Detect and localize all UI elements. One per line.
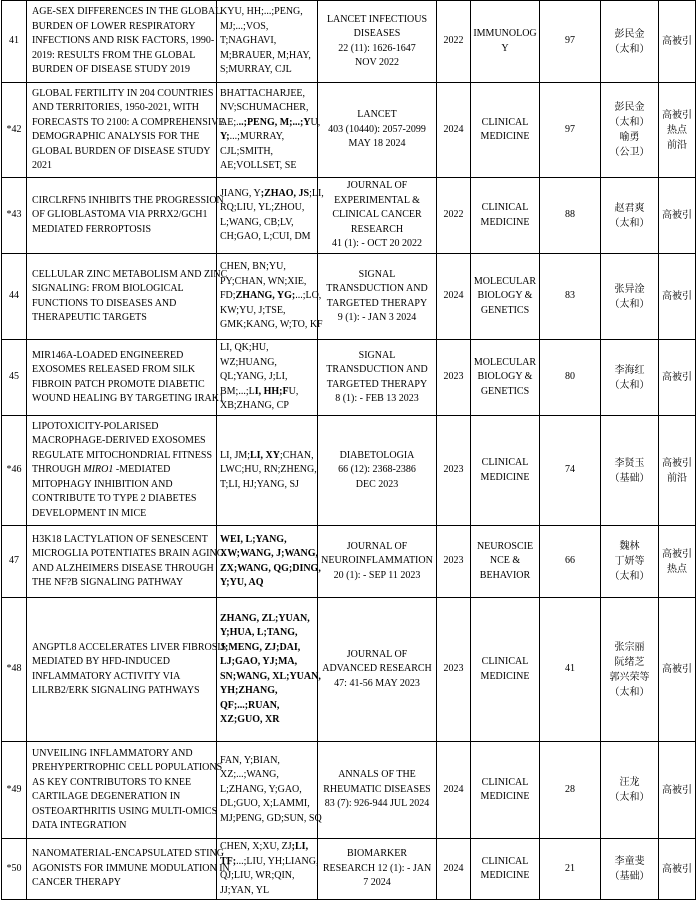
paper-authors-line: Y;YU, AQ [220, 577, 264, 588]
author-affiliation-line: 李海红 [614, 364, 645, 376]
table-row [2, 254, 696, 340]
journal-info-line: 66 (12): 2368-2386 [338, 464, 416, 476]
journal-info [318, 83, 437, 178]
subject-category-line: BIOLOGY & [477, 290, 533, 302]
table-row [2, 526, 696, 598]
journal-info-line: 83 (7): 926-944 JUL 2024 [324, 798, 430, 810]
author-affiliation-line: （公卫） [609, 147, 650, 158]
paper-authors-line: Y;HUA, L;TANG, [220, 627, 298, 638]
journal-info-line: ANNALS OF THE [338, 769, 416, 781]
subject-category [471, 416, 540, 526]
author-affiliation-line: （太和） [609, 571, 650, 582]
paper-title [27, 178, 224, 254]
paper-authors-line: T;NAGHAVI, [220, 35, 277, 47]
author-affiliation [601, 839, 659, 900]
paper-tags [659, 839, 696, 900]
paper-authors-line: JJ;YAN, YL [220, 884, 270, 896]
paper-authors-line: MJ;...;VOS, [220, 20, 269, 32]
subject-category-line: CLINICAL [481, 776, 529, 788]
paper-authors-line: QL;YANG, J;LI, [220, 371, 288, 383]
journal-info-line: DISEASES [353, 28, 401, 39]
journal-info-line: TRANSDUCTION AND [326, 283, 428, 294]
journal-info-line: NEUROINFLAMMATION [321, 555, 433, 567]
author-affiliation-line: （太和） [609, 379, 650, 391]
paper-authors-line: LJ;GAO, YJ;MA, [220, 656, 298, 667]
paper-authors-line: PY;CHAN, WN;XIE, [220, 275, 307, 287]
publication-year: 2024 [437, 83, 471, 178]
paper-authors-line: J;MENG, ZJ;DAI, [220, 641, 301, 653]
publication-table [1, 0, 696, 900]
subject-category-line: BIOLOGY & [477, 371, 533, 383]
subject-category-line: NEUROSCIE [476, 540, 534, 552]
citation-count: 88 [540, 178, 601, 254]
paper-authors [217, 598, 321, 742]
citation-count: 21 [540, 839, 601, 900]
paper-authors-line: ZHANG, ZL;YUAN, [220, 612, 310, 624]
author-affiliation [601, 598, 659, 742]
row-number: 44 [2, 254, 27, 340]
paper-title-line: THROUGH MIRO1 -MEDIATED [32, 464, 171, 476]
paper-authors-line: JIANG, Y;ZHAO, JS;LI, [220, 187, 324, 199]
paper-authors-line: CJL;SMITH, [220, 145, 274, 157]
paper-tags [659, 526, 696, 598]
paper-tags-line: 高被引 [662, 210, 692, 221]
row-number: *42 [2, 83, 27, 178]
author-affiliation-line: 李童斐 [614, 856, 645, 867]
paper-tags [659, 416, 696, 526]
table-row [2, 416, 696, 526]
paper-authors-line: Y;...;MURRAY, [220, 131, 285, 142]
subject-category-line: MEDICINE [480, 471, 530, 483]
row-number: *50 [2, 839, 27, 900]
paper-tags-line: 高被引 [662, 784, 692, 796]
paper-authors [217, 416, 318, 526]
citation-count: 74 [540, 416, 601, 526]
paper-authors-line: LI, QK;HU, [220, 342, 269, 354]
paper-title [27, 340, 224, 416]
journal-info-line: EXPERIMENTAL & [334, 194, 420, 206]
paper-title-line: GLOBAL BURDEN OF DISEASE STUDY [32, 145, 211, 157]
paper-title-line: CONTRIBUTE TO TYPE 2 DIABETES [32, 493, 197, 505]
paper-authors-line: M;BRAUER, M;HAY, [220, 49, 311, 61]
paper-title-line: REGULATE MITOCHONDRIAL FITNESS [32, 449, 212, 461]
paper-tags-line: 前沿 [667, 472, 687, 484]
row-number: *49 [2, 742, 27, 839]
publication-year: 2024 [437, 839, 471, 900]
paper-tags [659, 742, 696, 839]
subject-category-line: MEDICINE [480, 670, 530, 682]
journal-info-line: JOURNAL OF [346, 180, 408, 192]
author-affiliation-line: 李贤玉 [614, 457, 645, 469]
paper-title-line: AND TERRITORIES, 1950-2021, WITH [32, 102, 199, 113]
subject-category-line: NCE & [489, 555, 521, 567]
journal-info-line: NOV 2022 [355, 57, 399, 68]
paper-title [27, 526, 224, 598]
paper-tags-line: 高被引 [662, 457, 692, 469]
paper-authors [217, 254, 323, 340]
paper-title [27, 254, 228, 340]
paper-tags [659, 598, 696, 742]
paper-title-line: FIBROIN PATCH PROMOTE DIABETIC [32, 378, 205, 390]
journal-info-line: MAY 18 2024 [348, 138, 406, 150]
paper-title-line: UNVEILING INFLAMMATORY AND [32, 747, 193, 759]
paper-title-line: AGE-SEX DIFFERENCES IN THE GLOBAL [32, 6, 222, 18]
citation-count: 41 [540, 598, 601, 742]
paper-title-line: MEDIATED BY HFD-INDUCED [32, 656, 170, 667]
author-affiliation-line: 张异淦 [614, 283, 645, 295]
journal-info-line: RESEARCH 12 (1): - JAN [322, 862, 432, 874]
paper-title-line: OSTEOARTHRITIS USING MULTI-OMICS [32, 805, 218, 817]
paper-authors-line: L;WANG, CB;LV, [220, 216, 294, 228]
paper-title-line: BURDEN OF DISEASE STUDY 2019 [32, 64, 190, 76]
paper-title-line: THERAPEUTIC TARGETS [32, 312, 147, 323]
journal-info [318, 416, 437, 526]
author-affiliation-line: （太和） [609, 117, 650, 128]
citation-count: 83 [540, 254, 601, 340]
paper-title-line: PREHYPERTROPHIC CELL POPULATIONS [32, 762, 223, 773]
paper-authors-line: CH;GAO, L;CUI, DM [220, 231, 311, 242]
subject-category-line: GENETICS [480, 385, 530, 397]
journal-info-line: DEC 2023 [355, 478, 399, 490]
author-affiliation [601, 1, 659, 83]
journal-info [318, 526, 437, 598]
paper-tags [659, 178, 696, 254]
subject-category-line: CLINICAL [481, 202, 529, 213]
journal-info-line: 7 2024 [363, 877, 391, 889]
table-row [2, 598, 696, 742]
paper-tags-line: 高被引 [662, 664, 692, 675]
paper-title-line: CIRCLRFN5 INHIBITS THE PROGRESSION [32, 194, 224, 206]
journal-info-line: SIGNAL [358, 349, 396, 361]
paper-title [27, 598, 227, 742]
paper-authors-line: SN;WANG, XL;YUAN, [220, 670, 321, 682]
paper-title-line: OF GLIOBLASTOMA VIA PRRX2/GCH1 [32, 209, 208, 221]
journal-info-line: 9 (1): - JAN 3 2024 [337, 312, 417, 323]
publication-year: 2022 [437, 1, 471, 83]
subject-category [471, 178, 540, 254]
author-affiliation-line: 张宗丽 [614, 641, 645, 653]
publication-year: 2024 [437, 742, 471, 839]
paper-tags-line: 高被引 [662, 548, 692, 560]
journal-info-line: LANCET INFECTIOUS [326, 13, 428, 25]
paper-authors-line: BHATTACHARJEE, [220, 87, 306, 99]
paper-tags-line: 热点 [667, 563, 687, 575]
paper-title-line: GLOBAL FERTILITY IN 204 COUNTRIES [32, 87, 214, 99]
subject-category-line: BEHAVIOR [479, 569, 531, 581]
paper-authors [217, 1, 318, 83]
row-number: 41 [2, 1, 27, 83]
paper-authors-line: YH;ZHANG, [220, 685, 278, 696]
journal-info-line: ADVANCED RESEARCH [322, 663, 432, 675]
subject-category-line: Y [501, 42, 509, 54]
paper-tags [659, 340, 696, 416]
table-row [2, 1, 696, 83]
subject-category-line: MEDICINE [480, 791, 530, 802]
author-affiliation [601, 178, 659, 254]
paper-authors [217, 83, 321, 178]
paper-tags-line: 热点 [667, 124, 687, 136]
subject-category [471, 598, 540, 742]
journal-info-line: RHEUMATIC DISEASES [323, 783, 431, 795]
paper-title-line: AGONISTS FOR IMMUNE MODULATION IN [32, 862, 230, 874]
subject-category-line: IMMUNOLOG [473, 28, 537, 39]
paper-title-line: ANGPTL8 ACCELERATES LIVER FIBROSIS [32, 641, 227, 653]
author-affiliation-line: （太和） [609, 686, 650, 698]
author-affiliation [601, 254, 659, 340]
publication-year: 2023 [437, 526, 471, 598]
publication-table-body [2, 1, 696, 900]
author-affiliation-line: 彭民金 [614, 28, 645, 40]
paper-authors-line: KYU, HH;...;PENG, [220, 6, 303, 18]
paper-tags [659, 254, 696, 340]
paper-title-line: CELLULAR ZINC METABOLISM AND ZINC [32, 268, 228, 280]
paper-authors-line: WZ;HUANG, [220, 356, 277, 368]
paper-title-line: MACROPHAGE-DERIVED EXOSOMES [32, 435, 206, 447]
journal-info-line: SIGNAL [358, 268, 396, 280]
table-row [2, 839, 696, 900]
paper-authors-line: T;LI, HJ;YANG, SJ [220, 478, 299, 490]
paper-tags-line: 高被引 [662, 109, 692, 121]
journal-info [318, 839, 437, 900]
paper-authors-line: DL;GUO, X;LAMMI, [220, 798, 310, 810]
journal-info-line: BIOMARKER [346, 848, 407, 860]
paper-tags-line: 高被引 [662, 36, 692, 47]
paper-authors-line: XZ;GUO, XR [220, 714, 280, 725]
journal-info [318, 742, 437, 839]
row-number: *43 [2, 178, 27, 254]
paper-tags-line: 高被引 [662, 291, 692, 302]
publication-year: 2024 [437, 254, 471, 340]
author-affiliation-line: 阮绪芝 [614, 656, 645, 668]
subject-category-line: MOLECULAR [473, 275, 537, 287]
paper-title-line: SIGNALING: FROM BIOLOGICAL [32, 283, 184, 294]
journal-info-line: TARGETED THERAPY [326, 378, 428, 390]
author-affiliation-line: 魏林 [619, 541, 640, 552]
citation-count: 97 [540, 83, 601, 178]
subject-category [471, 340, 540, 416]
citation-count: 66 [540, 526, 601, 598]
author-affiliation-line: 汪龙 [619, 777, 640, 788]
paper-title-line: H3K18 LACTYLATION OF SENESCENT [32, 533, 208, 545]
paper-authors-line: GMK;KANG, W;TO, KF [220, 319, 323, 331]
paper-title-line: BURDEN OF LOWER RESPIRATORY [32, 20, 196, 32]
paper-title-line: CARTILAGE DEGENERATION IN [32, 791, 181, 802]
paper-authors [217, 742, 322, 839]
paper-title-line: AS KEY CONTRIBUTORS TO KNEE [32, 776, 192, 788]
journal-info-line: 20 (1): - SEP 11 2023 [333, 569, 421, 581]
paper-title-line: MIR146A-LOADED ENGINEERED [32, 349, 184, 361]
publication-year: 2022 [437, 178, 471, 254]
paper-title [27, 839, 230, 900]
paper-title-line: CANCER THERAPY [32, 877, 121, 889]
journal-info-line: LANCET [357, 109, 397, 121]
paper-authors-line: XB;ZHANG, CP [220, 400, 289, 412]
paper-title-line: MEDIATED FERROPTOSIS [32, 223, 151, 235]
journal-info-line: 8 (1): - FEB 13 2023 [335, 393, 419, 404]
subject-category-line: CLINICAL [481, 457, 529, 468]
journal-info [318, 254, 437, 340]
subject-category-line: GENETICS [480, 304, 530, 316]
journal-info-line: TRANSDUCTION AND [326, 364, 428, 375]
paper-title-line: 2019: RESULTS FROM THE GLOBAL [32, 49, 196, 61]
subject-category-line: MEDICINE [480, 216, 530, 228]
paper-authors-line: L;ZHANG, Y;GAO, [220, 783, 302, 795]
subject-category [471, 742, 540, 839]
paper-authors-line: TF;...;LIU, YH;LIANG, [220, 855, 319, 867]
subject-category-line: MOLECULAR [473, 356, 537, 368]
author-affiliation-line: （太和） [609, 298, 650, 310]
author-affiliation-line: （太和） [609, 43, 650, 55]
journal-info-line: CLINICAL CANCER [332, 209, 422, 221]
publication-year: 2023 [437, 598, 471, 742]
paper-authors-line: QF;...;RUAN, [220, 699, 280, 711]
paper-authors-line: RQ;LIU, YL;ZHOU, [220, 202, 305, 213]
journal-info-line: TARGETED THERAPY [326, 297, 428, 309]
subject-category-line: CLINICAL [481, 855, 529, 867]
author-affiliation [601, 83, 659, 178]
subject-category [471, 839, 540, 900]
paper-title-line: LILRB2/ERK SIGNALING PATHWAYS [32, 685, 200, 696]
paper-authors-line: QJ;LIU, WR;QIN, [220, 870, 295, 881]
journal-info-line: 22 (11): 1626-1647 [338, 42, 416, 54]
author-affiliation-line: （太和） [609, 792, 650, 803]
author-affiliation-line: （基础） [609, 871, 650, 882]
paper-authors-line: S;MURRAY, CJL [220, 64, 292, 76]
paper-authors-line: LWC;HU, RN;ZHENG, [220, 464, 317, 476]
paper-tags [659, 83, 696, 178]
subject-category [471, 526, 540, 598]
journal-info-line: 47: 41-56 MAY 2023 [334, 677, 420, 689]
subject-category-line: CLINICAL [481, 656, 529, 667]
subject-category-line: MEDICINE [480, 131, 530, 142]
paper-authors [217, 526, 321, 598]
citation-count: 97 [540, 1, 601, 83]
paper-authors-line: AE;...;PENG, M;...;YU, [220, 116, 321, 128]
author-affiliation [601, 340, 659, 416]
publication-year: 2023 [437, 416, 471, 526]
table-row [2, 742, 696, 839]
paper-authors-line: FD;ZHANG, YG;...;LO, [220, 290, 322, 302]
row-number: *46 [2, 416, 27, 526]
paper-title-line: EXOSOMES RELEASED FROM SILK [32, 364, 196, 375]
paper-title [27, 1, 222, 83]
paper-tags-line: 高被引 [662, 372, 692, 383]
paper-title-line: MITOPHAGY INHIBITION AND [32, 478, 173, 490]
paper-title-line: NANOMATERIAL-ENCAPSULATED STING [32, 848, 224, 860]
paper-authors-line: FAN, Y;BIAN, [220, 754, 280, 766]
paper-authors-line: MJ;PENG, GD;SUN, SQ [220, 812, 322, 824]
paper-authors-line: LI, JM;LI, XY;CHAN, [220, 449, 314, 461]
paper-title-line: INFECTIONS AND RISK FACTORS, 1990- [32, 35, 215, 47]
paper-authors [217, 839, 318, 900]
paper-tags-line: 前沿 [667, 139, 687, 151]
journal-info-line: RESEARCH [350, 223, 404, 235]
journal-info [318, 178, 437, 254]
paper-title-line: MICROGLIA POTENTIATES BRAIN AGING [32, 548, 224, 559]
paper-authors-line: KW;YU, J;TSE, [220, 304, 286, 316]
paper-authors-line: CHEN, X;XU, ZJ;LI, [220, 841, 309, 852]
citation-count: 28 [540, 742, 601, 839]
paper-title-line: WOUND HEALING BY TARGETING IRAK1 [32, 393, 224, 404]
paper-authors-line: XZ;...;WANG, [220, 769, 279, 781]
paper-title-line: AND ALZHEIMERS DISEASE THROUGH [32, 562, 214, 574]
subject-category [471, 83, 540, 178]
paper-title-line: DEMOGRAPHIC ANALYSIS FOR THE [32, 131, 200, 142]
paper-title-line: DEVELOPMENT IN MICE [32, 507, 147, 519]
author-affiliation-line: 郭兴荣等 [609, 671, 650, 683]
journal-info-line: JOURNAL OF [346, 648, 408, 660]
paper-title-line: FUNCTIONS TO DISEASES AND [32, 297, 177, 309]
author-affiliation-line: 喻勇 [619, 132, 640, 143]
journal-info-line: 403 (10440): 2057-2099 [328, 123, 426, 135]
paper-authors-line: WEI, L;YANG, [220, 533, 287, 545]
table-row [2, 178, 696, 254]
journal-info [318, 340, 437, 416]
paper-title [27, 742, 223, 839]
subject-category [471, 1, 540, 83]
subject-category [471, 254, 540, 340]
paper-tags [659, 1, 696, 83]
paper-authors [217, 340, 318, 416]
author-affiliation-line: 赵君爽 [614, 202, 645, 214]
author-affiliation-line: （太和） [609, 217, 650, 229]
paper-tags-line: 高被引 [662, 863, 692, 875]
paper-title [27, 416, 217, 526]
author-affiliation-line: 彭民金 [614, 102, 645, 113]
paper-authors-line: XW;WANG, J;WANG, [220, 548, 319, 559]
paper-authors-line: AE;VOLLSET, SE [220, 160, 297, 171]
journal-info [318, 1, 437, 83]
paper-authors-line: NV;SCHUMACHER, [220, 102, 309, 113]
paper-title-line: 2021 [32, 160, 52, 171]
paper-authors-line: BM;...;LI, HH;FU, [220, 385, 299, 397]
paper-title-line: INFLAMMATORY ACTIVITY VIA [32, 670, 181, 682]
subject-category-line: MEDICINE [480, 870, 530, 881]
paper-title [27, 83, 225, 178]
paper-title-line: DATA INTEGRATION [32, 820, 127, 831]
table-row [2, 83, 696, 178]
journal-info-line: 41 (1): - OCT 20 2022 [331, 238, 423, 250]
row-number: *48 [2, 598, 27, 742]
author-affiliation-line: 丁妍等 [614, 556, 645, 567]
subject-category-line: CLINICAL [481, 116, 529, 128]
row-number: 47 [2, 526, 27, 598]
paper-title-line: FORECASTS TO 2100: A COMPREHENSIVE [32, 116, 225, 128]
citation-count: 80 [540, 340, 601, 416]
journal-info-line: JOURNAL OF [346, 540, 408, 552]
author-affiliation-line: （基础） [609, 472, 650, 484]
paper-authors-line: CHEN, BN;YU, [220, 261, 286, 273]
journal-info [318, 598, 437, 742]
author-affiliation [601, 526, 659, 598]
author-affiliation [601, 416, 659, 526]
paper-authors-line: ZX;WANG, QG;DING, [220, 562, 321, 574]
paper-title-line: THE NF?B SIGNALING PATHWAY [32, 577, 184, 588]
paper-title-line: LIPOTOXICITY-POLARISED [32, 420, 159, 432]
paper-authors [217, 178, 324, 254]
journal-info-line: DIABETOLOGIA [339, 449, 415, 461]
row-number: 45 [2, 340, 27, 416]
publication-year: 2023 [437, 340, 471, 416]
table-row [2, 340, 696, 416]
author-affiliation [601, 742, 659, 839]
